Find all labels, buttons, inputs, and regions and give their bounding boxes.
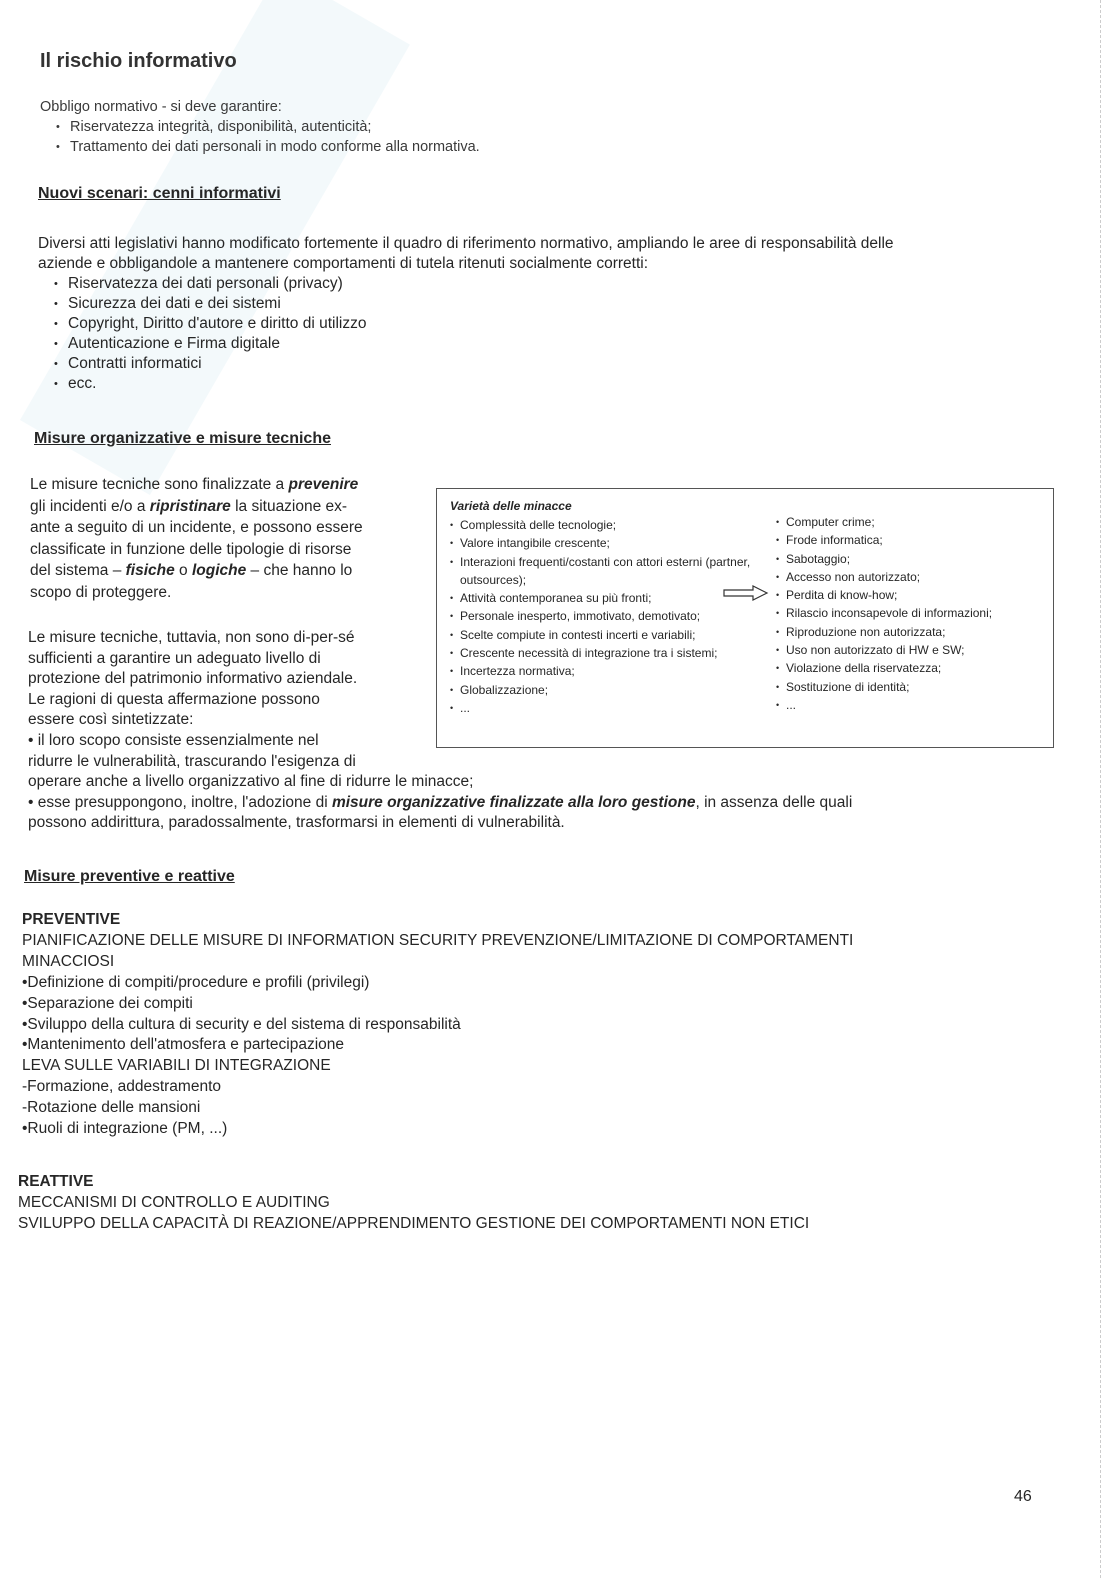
- page-title: Il rischio informativo: [40, 50, 237, 72]
- section-heading-scenari: Nuovi scenari: cenni informativi: [38, 185, 281, 202]
- list-item: • Contratti informatici: [52, 354, 1048, 374]
- scan-edge-line: [1100, 0, 1102, 1578]
- section-heading-misure: Misure organizzative e misure tecniche: [34, 430, 331, 447]
- intro-lead: Obbligo normativo - si deve garantire:: [40, 99, 282, 115]
- list-item: • Computer crime;: [775, 513, 1050, 531]
- list-item: • Accesso non autorizzato;: [775, 568, 1050, 586]
- list-item: • ecc.: [52, 374, 1048, 394]
- list-item: •Separazione dei compiti: [22, 994, 193, 1012]
- list-item: • Copyright, Diritto d'autore e diritto di utilizzo: [52, 314, 1048, 334]
- list-item: • Interazioni frequenti/costanti con attori esterni (partner, outsources);: [449, 553, 759, 590]
- list-item: • Trattamento dei dati personali in modo conforme alla normativa.: [54, 137, 480, 157]
- list-item: • Crescente necessità di integrazione tra i sistemi;: [449, 644, 759, 662]
- list-item: •Mantenimento dell'atmosfera e partecipazione: [22, 1036, 345, 1054]
- list-item: • Uso non autorizzato di HW e SW;: [775, 641, 1050, 659]
- reattive-block: REATTIVE MECCANISMI DI CONTROLLO E AUDITING SVILUPPO DELLA CAPACITÀ DI REAZIONE/APPRENDIMENTO GESTIONE DEI COMPORTAMENTI NON ETICI: [18, 1172, 1078, 1235]
- arrow-right-icon: [723, 585, 769, 601]
- list-item: • ...: [775, 696, 1050, 714]
- scenari-line: aziende e obbligandole a mantenere comportamenti di tutela ritenuti socialmente corretti:: [38, 255, 649, 272]
- list-item: • Perdita di know-how;: [775, 586, 1050, 604]
- list-item: • Autenticazione e Firma digitale: [52, 334, 1048, 354]
- list-item: • Globalizzazione;: [449, 681, 759, 699]
- list-item: • Rilascio inconsapevole di informazioni;: [775, 604, 1050, 622]
- list-item: • Violazione della riservatezza;: [775, 659, 1050, 677]
- list-item: •Ruoli di integrazione (PM, ...): [22, 1120, 228, 1138]
- list-item: • ...: [449, 699, 759, 717]
- list-item: • Riservatezza dei dati personali (privacy): [52, 274, 1048, 294]
- scenari-paragraph: [38, 234, 1048, 394]
- list-item: • Riproduzione non autorizzata;: [775, 623, 1050, 641]
- list-item: • Frode informatica;: [775, 531, 1050, 549]
- list-item: • Personale inesperto, immotivato, demotivato;: [449, 607, 759, 625]
- threats-right-list: [775, 513, 1050, 714]
- list-item: • Sabotaggio;: [775, 550, 1050, 568]
- intro-block: [40, 97, 480, 157]
- list-item: -Rotazione delle mansioni: [22, 1099, 201, 1117]
- misure-paragraph-2: Le misure tecniche, tuttavia, non sono di-per-sé sufficienti a garantire un adeguato livello di protezione del patrimonio informativo aziendale. Le ragioni di questa affermazione possono essere così sintetizzate: • il loro scopo consiste essenzialmente nel ridurre le vulnerabilità, trascurando l'esigenza di operare anche a livello organizzativo al fine di ridurre le minacce; • esse presuppongono, inoltre, l'adozione di misure organizzative finalizzate alla loro gestione, in assenza delle quali possono addirittura, paradossalmente, trasformarsi in elementi di vulnerabilità.: [28, 629, 853, 832]
- preventive-block: PREVENTIVE PIANIFICAZIONE DELLE MISURE DI INFORMATION SECURITY PREVENZIONE/LIMITAZIONE DI COMPORTAMENTI MINACCIOSI •Definizione di compiti/procedure e profili (privilegi) •Separazione dei compiti •Sviluppo della cultura di security e del sistema di responsabilità •Mantenimento dell'atmosfera e partecipazione LEVA SULLE VARIABILI DI INTEGRAZIONE -Formazione, addestramento -Rotazione delle mansioni •Ruoli di integrazione (PM, ...): [22, 910, 1082, 1140]
- threats-box-title: Varietà delle minacce: [450, 499, 572, 513]
- reattive-label: REATTIVE: [18, 1173, 94, 1190]
- list-item: • Sicurezza dei dati e dei sistemi: [52, 294, 1048, 314]
- threats-box: [436, 488, 1054, 748]
- threats-left-list: [449, 516, 759, 717]
- misure-paragraph-1: Le misure tecniche sono finalizzate a prevenire gli incidenti e/o a ripristinare la situazione ex- ante a seguito di un incidente, e possono essere classificate in funzione delle tipologie di risorse del sistema – fisiche o logiche – che hanno lo scopo di proteggere.: [30, 476, 363, 601]
- list-item: • Incertezza normativa;: [449, 662, 759, 680]
- list-item: • Scelte compiute in contesti incerti e variabili;: [449, 626, 759, 644]
- preventive-label: PREVENTIVE: [22, 911, 121, 928]
- list-item: • Attività contemporanea su più fronti;: [449, 589, 759, 607]
- section-heading-preventive-reattive: Misure preventive e reattive: [24, 868, 235, 885]
- list-item: •Sviluppo della cultura di security e del sistema di responsabilità: [22, 1015, 461, 1033]
- list-item: •Definizione di compiti/procedure e profili (privilegi): [22, 973, 370, 991]
- scenari-line: Diversi atti legislativi hanno modificato fortemente il quadro di riferimento normativo, ampliando le aree di responsabilità delle: [38, 235, 894, 252]
- list-item: • Riservatezza integrità, disponibilità, autenticità;: [54, 117, 480, 137]
- list-item: • Sostituzione di identità;: [775, 678, 1050, 696]
- list-item: • Valore intangibile crescente;: [449, 534, 759, 552]
- list-item: -Formazione, addestramento: [22, 1078, 222, 1096]
- list-item: • Complessità delle tecnologie;: [449, 516, 759, 534]
- page-number: 46: [1014, 1488, 1032, 1505]
